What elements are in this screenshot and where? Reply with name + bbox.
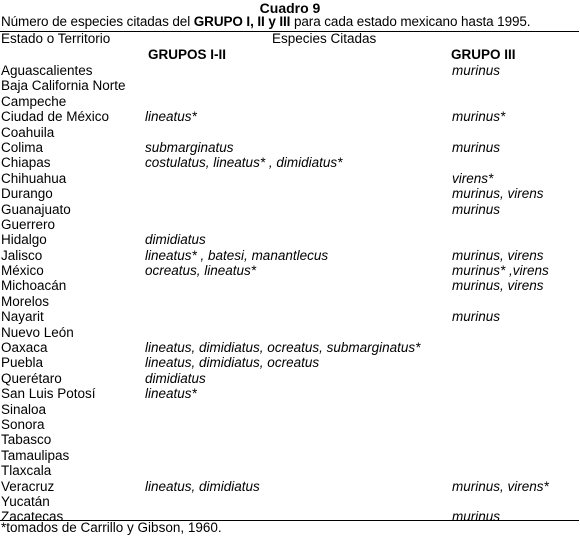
state-cell: Tlaxcala xyxy=(1,463,52,479)
group12-cell: lineatus, dimidiatus, ocreatus xyxy=(145,355,320,371)
state-cell: Jalisco xyxy=(1,247,43,263)
state-cell: Chiapas xyxy=(1,155,51,171)
table-row xyxy=(0,355,580,370)
table-row xyxy=(0,109,580,124)
caption-pre: Número de especies citadas del xyxy=(1,14,194,29)
group3-cell: murinus, virens* xyxy=(452,478,549,494)
header-group3: GRUPO III xyxy=(451,47,516,62)
group12-cell: lineatus* xyxy=(145,386,197,402)
group3-cell: murinus xyxy=(452,201,501,217)
table-row xyxy=(0,417,580,432)
header-state: Estado o Territorio xyxy=(1,31,111,46)
caption-bold: GRUPO I, II y III xyxy=(193,14,291,29)
group12-cell: ocreatus, lineatus* xyxy=(145,263,257,279)
table-row xyxy=(0,294,580,309)
table-row xyxy=(0,463,580,478)
table-row xyxy=(0,232,580,247)
state-cell: Colima xyxy=(1,139,44,155)
table-row xyxy=(0,78,580,93)
table-row xyxy=(0,202,580,217)
state-cell: Baja California Norte xyxy=(1,78,126,94)
group3-cell: murinus, virens xyxy=(452,247,544,263)
group12-cell: costulatus, lineatus* , dimidiatus* xyxy=(145,155,343,171)
state-cell: San Luis Potosí xyxy=(1,386,96,402)
state-cell: México xyxy=(1,263,44,279)
table-row xyxy=(0,402,580,417)
table-row xyxy=(0,309,580,324)
state-cell: Guanajuato xyxy=(1,201,71,217)
group12-cell: lineatus, dimidiatus xyxy=(145,478,260,494)
table-row xyxy=(0,479,580,494)
state-cell: Querétaro xyxy=(1,370,62,386)
table-row xyxy=(0,263,580,278)
state-cell: Ciudad de México xyxy=(1,109,110,125)
table-row xyxy=(0,494,580,509)
state-cell: Yucatán xyxy=(1,493,50,509)
footnote: *tomados de Carrillo y Gibson, 1960. xyxy=(1,520,222,535)
table-row xyxy=(0,125,580,140)
state-cell: Nuevo León xyxy=(1,324,74,340)
state-cell: Hidalgo xyxy=(1,232,47,248)
group12-cell: lineatus* xyxy=(145,109,197,125)
table-row xyxy=(0,448,580,463)
table-row xyxy=(0,325,580,340)
table-caption xyxy=(1,14,530,30)
table-row xyxy=(0,63,580,78)
state-cell: Durango xyxy=(1,186,53,202)
group3-cell: murinus xyxy=(452,509,501,525)
group3-cell: murinus, virens xyxy=(452,278,544,294)
table-row xyxy=(0,371,580,386)
state-cell: Michoacán xyxy=(1,278,67,294)
state-cell: Puebla xyxy=(1,355,44,371)
table-row xyxy=(0,171,580,186)
table-row xyxy=(0,94,580,109)
state-cell: Coahuila xyxy=(1,124,55,140)
group12-cell: submarginatus xyxy=(145,139,234,155)
table-row xyxy=(0,155,580,170)
table-row xyxy=(0,278,580,293)
table-title: Cuadro 9 xyxy=(259,0,321,16)
state-cell: Sinaloa xyxy=(1,401,47,417)
state-cell: Sonora xyxy=(1,416,45,432)
state-cell: Veracruz xyxy=(1,478,55,494)
state-cell: Nayarit xyxy=(1,309,44,325)
group12-cell: dimidiatus xyxy=(145,232,206,248)
group12-cell: lineatus, dimidiatus, ocreatus, submarginatus* xyxy=(145,340,421,356)
table-row xyxy=(0,140,580,155)
group3-cell: murinus xyxy=(452,139,501,155)
state-cell: Guerrero xyxy=(1,216,56,232)
caption-post: para cada estado mexicano hasta 1995. xyxy=(290,14,531,29)
state-cell: Tabasco xyxy=(1,432,52,448)
group3-cell: virens* xyxy=(452,170,494,186)
state-cell: Tamaulipas xyxy=(1,447,70,463)
state-cell: Campeche xyxy=(1,93,67,109)
state-cell: Oaxaca xyxy=(1,340,48,356)
group3-cell: murinus* xyxy=(452,109,506,125)
header-group12: GRUPOS I-II xyxy=(148,47,227,62)
group12-cell: lineatus* , batesi, manantlecus xyxy=(145,247,329,263)
table-row xyxy=(0,217,580,232)
table-row xyxy=(0,432,580,447)
group3-cell: murinus, virens xyxy=(452,186,544,202)
group3-cell: murinus xyxy=(452,309,501,325)
table-row xyxy=(0,386,580,401)
group12-cell: dimidiatus xyxy=(145,370,206,386)
header-species: Especies Citadas xyxy=(272,31,377,46)
table-row xyxy=(0,186,580,201)
table-body xyxy=(0,63,580,525)
table-row xyxy=(0,248,580,263)
state-cell: Chihuahua xyxy=(1,170,67,186)
group3-cell: murinus xyxy=(452,63,501,78)
table-row xyxy=(0,340,580,355)
group3-cell: murinus* ,virens xyxy=(452,263,549,279)
state-cell: Morelos xyxy=(1,293,50,309)
state-cell: Zacatecas xyxy=(1,509,64,525)
state-cell: Aguascalientes xyxy=(1,63,93,78)
